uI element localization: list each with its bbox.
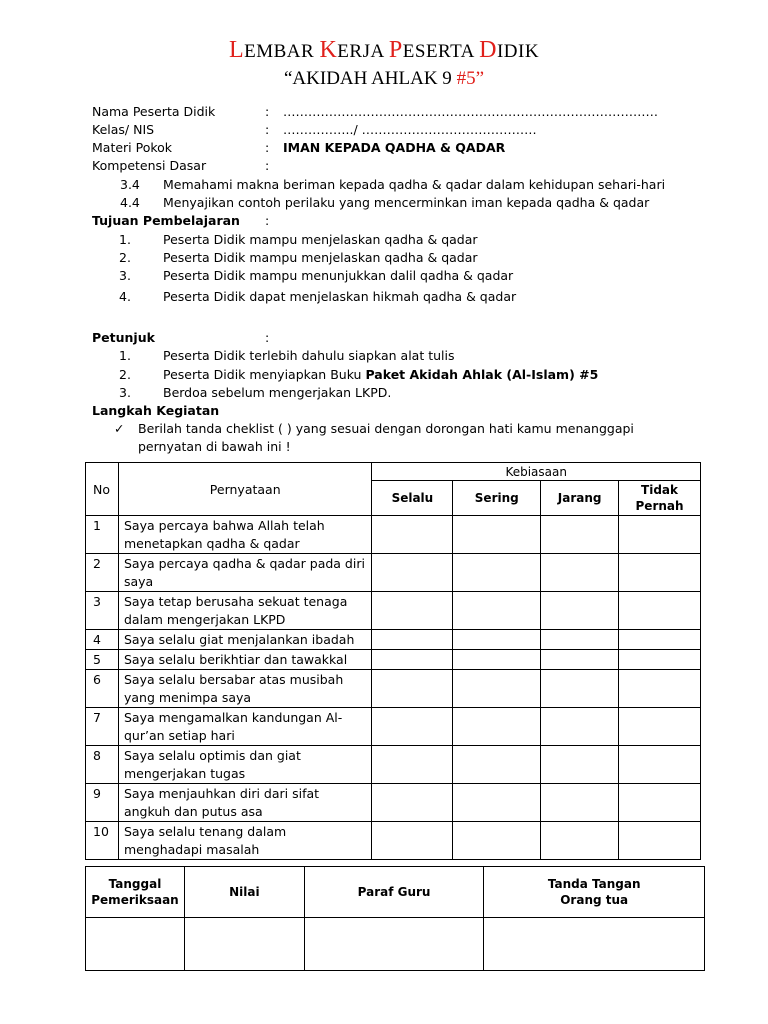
kd-text: Memahami makna beriman kepada qadha & qadar dalam kehidupan sehari-hari xyxy=(163,177,666,192)
kd-text: Menyajikan contoh perilaku yang mencerminkan iman kepada qadha & qadar xyxy=(163,195,650,210)
kelas-label: Kelas/ NIS xyxy=(92,122,155,137)
title-word-3: PESERTA xyxy=(388,37,480,63)
check-cell[interactable] xyxy=(619,630,701,650)
check-cell[interactable] xyxy=(619,708,701,746)
check-cell[interactable] xyxy=(372,670,453,708)
petunjuk-number: 1. xyxy=(119,348,131,363)
kd-label: Kompetensi Dasar xyxy=(92,158,207,173)
check-cell[interactable] xyxy=(453,554,541,592)
check-cell[interactable] xyxy=(541,746,619,784)
tujuan-number: 2. xyxy=(119,250,131,265)
check-cell[interactable] xyxy=(372,516,453,554)
option-header-tidak-pernah: Tidak Pernah xyxy=(619,481,701,516)
petunjuk-label: Petunjuk xyxy=(92,330,155,345)
option-header: Jarang xyxy=(541,481,619,516)
no-header: No xyxy=(86,463,119,516)
pernyataan-header: Pernyataan xyxy=(118,463,371,516)
check-cell[interactable] xyxy=(619,784,701,822)
petunjuk-number: 2. xyxy=(119,367,131,382)
table-row: 8 Saya selalu optimis dan giat mengerjakan tugas xyxy=(86,746,701,784)
option-header: Sering xyxy=(453,481,541,516)
check-cell[interactable] xyxy=(541,670,619,708)
kebiasaan-header: Kebiasaan xyxy=(372,463,701,481)
kelas-nis-field[interactable]: ……………../ …………………………………… xyxy=(283,122,537,137)
check-cell[interactable] xyxy=(453,516,541,554)
check-cell[interactable] xyxy=(453,630,541,650)
check-cell[interactable] xyxy=(372,708,453,746)
check-cell[interactable] xyxy=(453,592,541,630)
check-cell[interactable] xyxy=(372,784,453,822)
check-cell[interactable] xyxy=(453,746,541,784)
table-row: 6 Saya selalu bersabar atas musibah yang menimpa saya xyxy=(86,670,701,708)
option-header: Selalu xyxy=(372,481,453,516)
check-cell[interactable] xyxy=(453,784,541,822)
check-cell[interactable] xyxy=(619,554,701,592)
buku-paket-title: Paket Akidah Ahlak (Al-Islam) #5 xyxy=(365,367,599,382)
page-subtitle: “AKIDAH AHLAK 9 #5” xyxy=(284,68,484,89)
check-cell[interactable] xyxy=(619,516,701,554)
table-row: 1 Saya percaya bahwa Allah telah menetapkan qadha & qadar xyxy=(86,516,701,554)
check-cell[interactable] xyxy=(372,822,453,860)
habit-table xyxy=(85,462,701,860)
kd-number: 4.4 xyxy=(120,195,140,210)
tanggal-cell[interactable] xyxy=(86,918,185,971)
check-cell[interactable] xyxy=(541,822,619,860)
check-cell[interactable] xyxy=(541,708,619,746)
tanggal-header: Tanggal Pemeriksaan xyxy=(86,867,185,918)
table-row: 2 Saya percaya qadha & qadar pada diri saya xyxy=(86,554,701,592)
check-cell[interactable] xyxy=(619,670,701,708)
check-cell[interactable] xyxy=(372,554,453,592)
check-cell[interactable] xyxy=(541,516,619,554)
check-cell[interactable] xyxy=(541,592,619,630)
check-cell[interactable] xyxy=(619,650,701,670)
nilai-cell[interactable] xyxy=(184,918,304,971)
table-row: 10 Saya selalu tenang dalam menghadapi masalah xyxy=(86,822,701,860)
table-row: 4 Saya selalu giat menjalankan ibadah xyxy=(86,630,701,650)
paraf-cell[interactable] xyxy=(304,918,484,971)
page-title xyxy=(0,37,768,64)
check-cell[interactable] xyxy=(541,554,619,592)
assessment-table xyxy=(85,866,705,971)
check-cell[interactable] xyxy=(619,746,701,784)
check-cell[interactable] xyxy=(453,670,541,708)
table-row: 3 Saya tetap berusaha sekuat tenaga dalam mengerjakan LKPD xyxy=(86,592,701,630)
check-cell[interactable] xyxy=(541,630,619,650)
colon: : xyxy=(265,213,270,228)
kd-number: 3.4 xyxy=(120,177,140,192)
check-cell[interactable] xyxy=(372,650,453,670)
tujuan-number: 1. xyxy=(119,232,131,247)
langkah-label: Langkah Kegiatan xyxy=(92,403,220,418)
tujuan-number: 4. xyxy=(119,289,131,304)
colon: : xyxy=(265,158,270,173)
materi-label: Materi Pokok xyxy=(92,140,173,155)
check-cell[interactable] xyxy=(541,650,619,670)
materi-value: IMAN KEPADA QADHA & QADAR xyxy=(283,140,506,155)
check-cell[interactable] xyxy=(619,592,701,630)
check-cell[interactable] xyxy=(541,784,619,822)
check-cell[interactable] xyxy=(453,708,541,746)
check-cell[interactable] xyxy=(372,630,453,650)
langkah-instruction-cont: pernyatan di bawah ini ! xyxy=(138,439,291,454)
table-row: 5 Saya selalu berikhtiar dan tawakkal xyxy=(86,650,701,670)
check-cell[interactable] xyxy=(453,822,541,860)
title-word-2: KERJA xyxy=(319,37,389,63)
checkmark-icon: ✓ xyxy=(114,421,125,436)
nama-field[interactable]: ……………………………………………………………………………… xyxy=(283,104,658,119)
petunjuk-text: Peserta Didik menyiapkan Buku Paket Akidah Ahlak (Al-Islam) #5 xyxy=(163,367,599,382)
check-cell[interactable] xyxy=(372,592,453,630)
title-word-4: DIDIK xyxy=(479,37,540,63)
petunjuk-text: Berdoa sebelum mengerjakan LKPD. xyxy=(163,385,392,400)
langkah-instruction: Berilah tanda cheklist ( ) yang sesuai dengan dorongan hati kamu menanggapi xyxy=(138,421,634,436)
tujuan-text: Peserta Didik dapat menjelaskan hikmah qadha & qadar xyxy=(163,289,517,304)
petunjuk-text: Peserta Didik terlebih dahulu siapkan alat tulis xyxy=(163,348,455,363)
tujuan-text: Peserta Didik mampu menjelaskan qadha & qadar xyxy=(163,250,478,265)
ttd-cell[interactable] xyxy=(484,918,705,971)
tujuan-text: Peserta Didik mampu menunjukkan dalil qadha & qadar xyxy=(163,268,514,283)
subtitle-number: #5” xyxy=(456,68,484,89)
check-cell[interactable] xyxy=(372,746,453,784)
check-cell[interactable] xyxy=(453,650,541,670)
nilai-header: Nilai xyxy=(184,867,304,918)
table-row: 9 Saya menjauhkan diri dari sifat angkuh dan putus asa xyxy=(86,784,701,822)
check-cell[interactable] xyxy=(619,822,701,860)
ttd-header: Tanda Tangan Orang tua xyxy=(484,867,705,918)
paraf-header: Paraf Guru xyxy=(304,867,484,918)
colon: : xyxy=(265,104,270,119)
tujuan-text: Peserta Didik mampu menjelaskan qadha & qadar xyxy=(163,232,478,247)
colon: : xyxy=(265,122,270,137)
nama-label: Nama Peserta Didik xyxy=(92,104,216,119)
title-word-1: LEMBAR xyxy=(228,37,320,63)
tujuan-label: Tujuan Pembelajaran xyxy=(92,213,240,228)
table-row: 7 Saya mengamalkan kandungan Al- qur’an setiap hari xyxy=(86,708,701,746)
colon: : xyxy=(265,330,270,345)
colon: : xyxy=(265,140,270,155)
tujuan-number: 3. xyxy=(119,268,131,283)
petunjuk-number: 3. xyxy=(119,385,131,400)
